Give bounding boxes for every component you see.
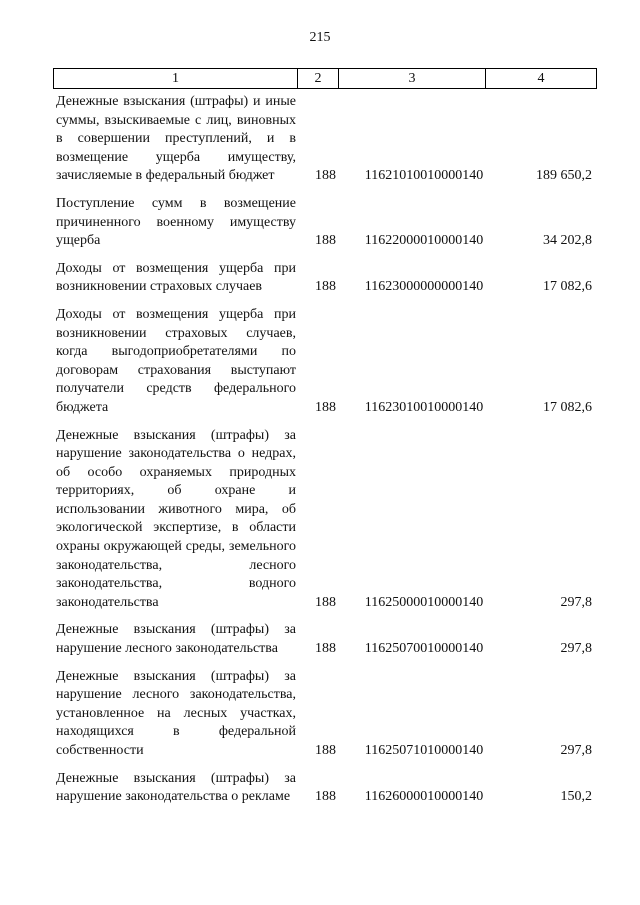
- budget-code: 11623010010000140: [364, 399, 484, 415]
- income-name: Денежные взыскания (штрафы) за нарушение лесного законодательства, установленное на лесных участках, находящихся в федеральной собственности: [56, 668, 296, 758]
- amount: 17 082,6: [543, 279, 592, 295]
- table-row: [53, 306, 596, 418]
- amount: 297,8: [560, 743, 592, 758]
- header-col-1: 1: [54, 69, 298, 89]
- table-row: [53, 427, 596, 613]
- admin-code: 188: [315, 168, 336, 184]
- budget-code: 11621010010000140: [364, 168, 484, 184]
- budget-code: 11625071010000140: [364, 743, 484, 758]
- amount: 189 650,2: [536, 168, 592, 184]
- budget-code: 11625000010000140: [364, 594, 484, 610]
- amount: 297,8: [560, 641, 592, 657]
- header-col-2: 2: [298, 69, 339, 89]
- header-col-3: 3: [339, 69, 486, 89]
- income-name: Денежные взыскания (штрафы) за нарушение законодательства о рекламе: [56, 770, 296, 805]
- page-number: 215: [309, 30, 331, 45]
- admin-code: 188: [315, 641, 336, 657]
- budget-code: 11623000000000140: [364, 279, 484, 295]
- budget-code: 11625070010000140: [364, 641, 484, 657]
- table-row: [53, 93, 596, 186]
- table-row: [53, 260, 596, 297]
- amount: 34 202,8: [543, 233, 592, 249]
- admin-code: 188: [315, 743, 336, 758]
- budget-code: 11622000010000140: [364, 233, 484, 249]
- admin-code: 188: [315, 594, 336, 610]
- amount: 150,2: [560, 789, 592, 805]
- amount: 297,8: [560, 594, 592, 610]
- table-row: [53, 195, 596, 251]
- amount: 17 082,6: [543, 399, 592, 415]
- table-header-row: [54, 69, 597, 89]
- table-row: [53, 770, 596, 807]
- income-name: Поступление сумм в возмещение причиненного военному имуществу ущерба: [56, 195, 296, 249]
- income-name: Доходы от возмещения ущерба при возникновении страховых случаев: [56, 260, 296, 295]
- income-name: Денежные взыскания (штрафы) за нарушение законодательства о недрах, об особо охраняемых природных территориях, об охране и использовании животного мира, об экологической экспертизе, в области охраны окружающей среды, земельного законодательства, лесного законодательства, водного законодательства: [56, 427, 296, 610]
- admin-code: 188: [315, 789, 336, 805]
- income-name: Денежные взыскания (штрафы) и иные суммы, взыскиваемые с лиц, виновных в совершении преступлений, и в возмещение ущерба имуществу, зачисляемые в федеральный бюджет: [56, 94, 296, 184]
- header-col-4: 4: [486, 69, 597, 89]
- admin-code: 188: [315, 279, 336, 295]
- income-name: Доходы от возмещения ущерба при возникновении страховых случаев, когда выгодоприобретателями по договорам страхования выступают получатели средств федерального бюджета: [56, 306, 296, 415]
- income-name: Денежные взыскания (штрафы) за нарушение лесного законодательства: [56, 622, 296, 657]
- table-body: [53, 93, 596, 816]
- budget-code: 11626000010000140: [364, 789, 484, 805]
- table-header: [53, 68, 597, 89]
- admin-code: 188: [315, 399, 336, 415]
- admin-code: 188: [315, 233, 336, 249]
- table-row: [53, 668, 596, 761]
- table-row: [53, 621, 596, 658]
